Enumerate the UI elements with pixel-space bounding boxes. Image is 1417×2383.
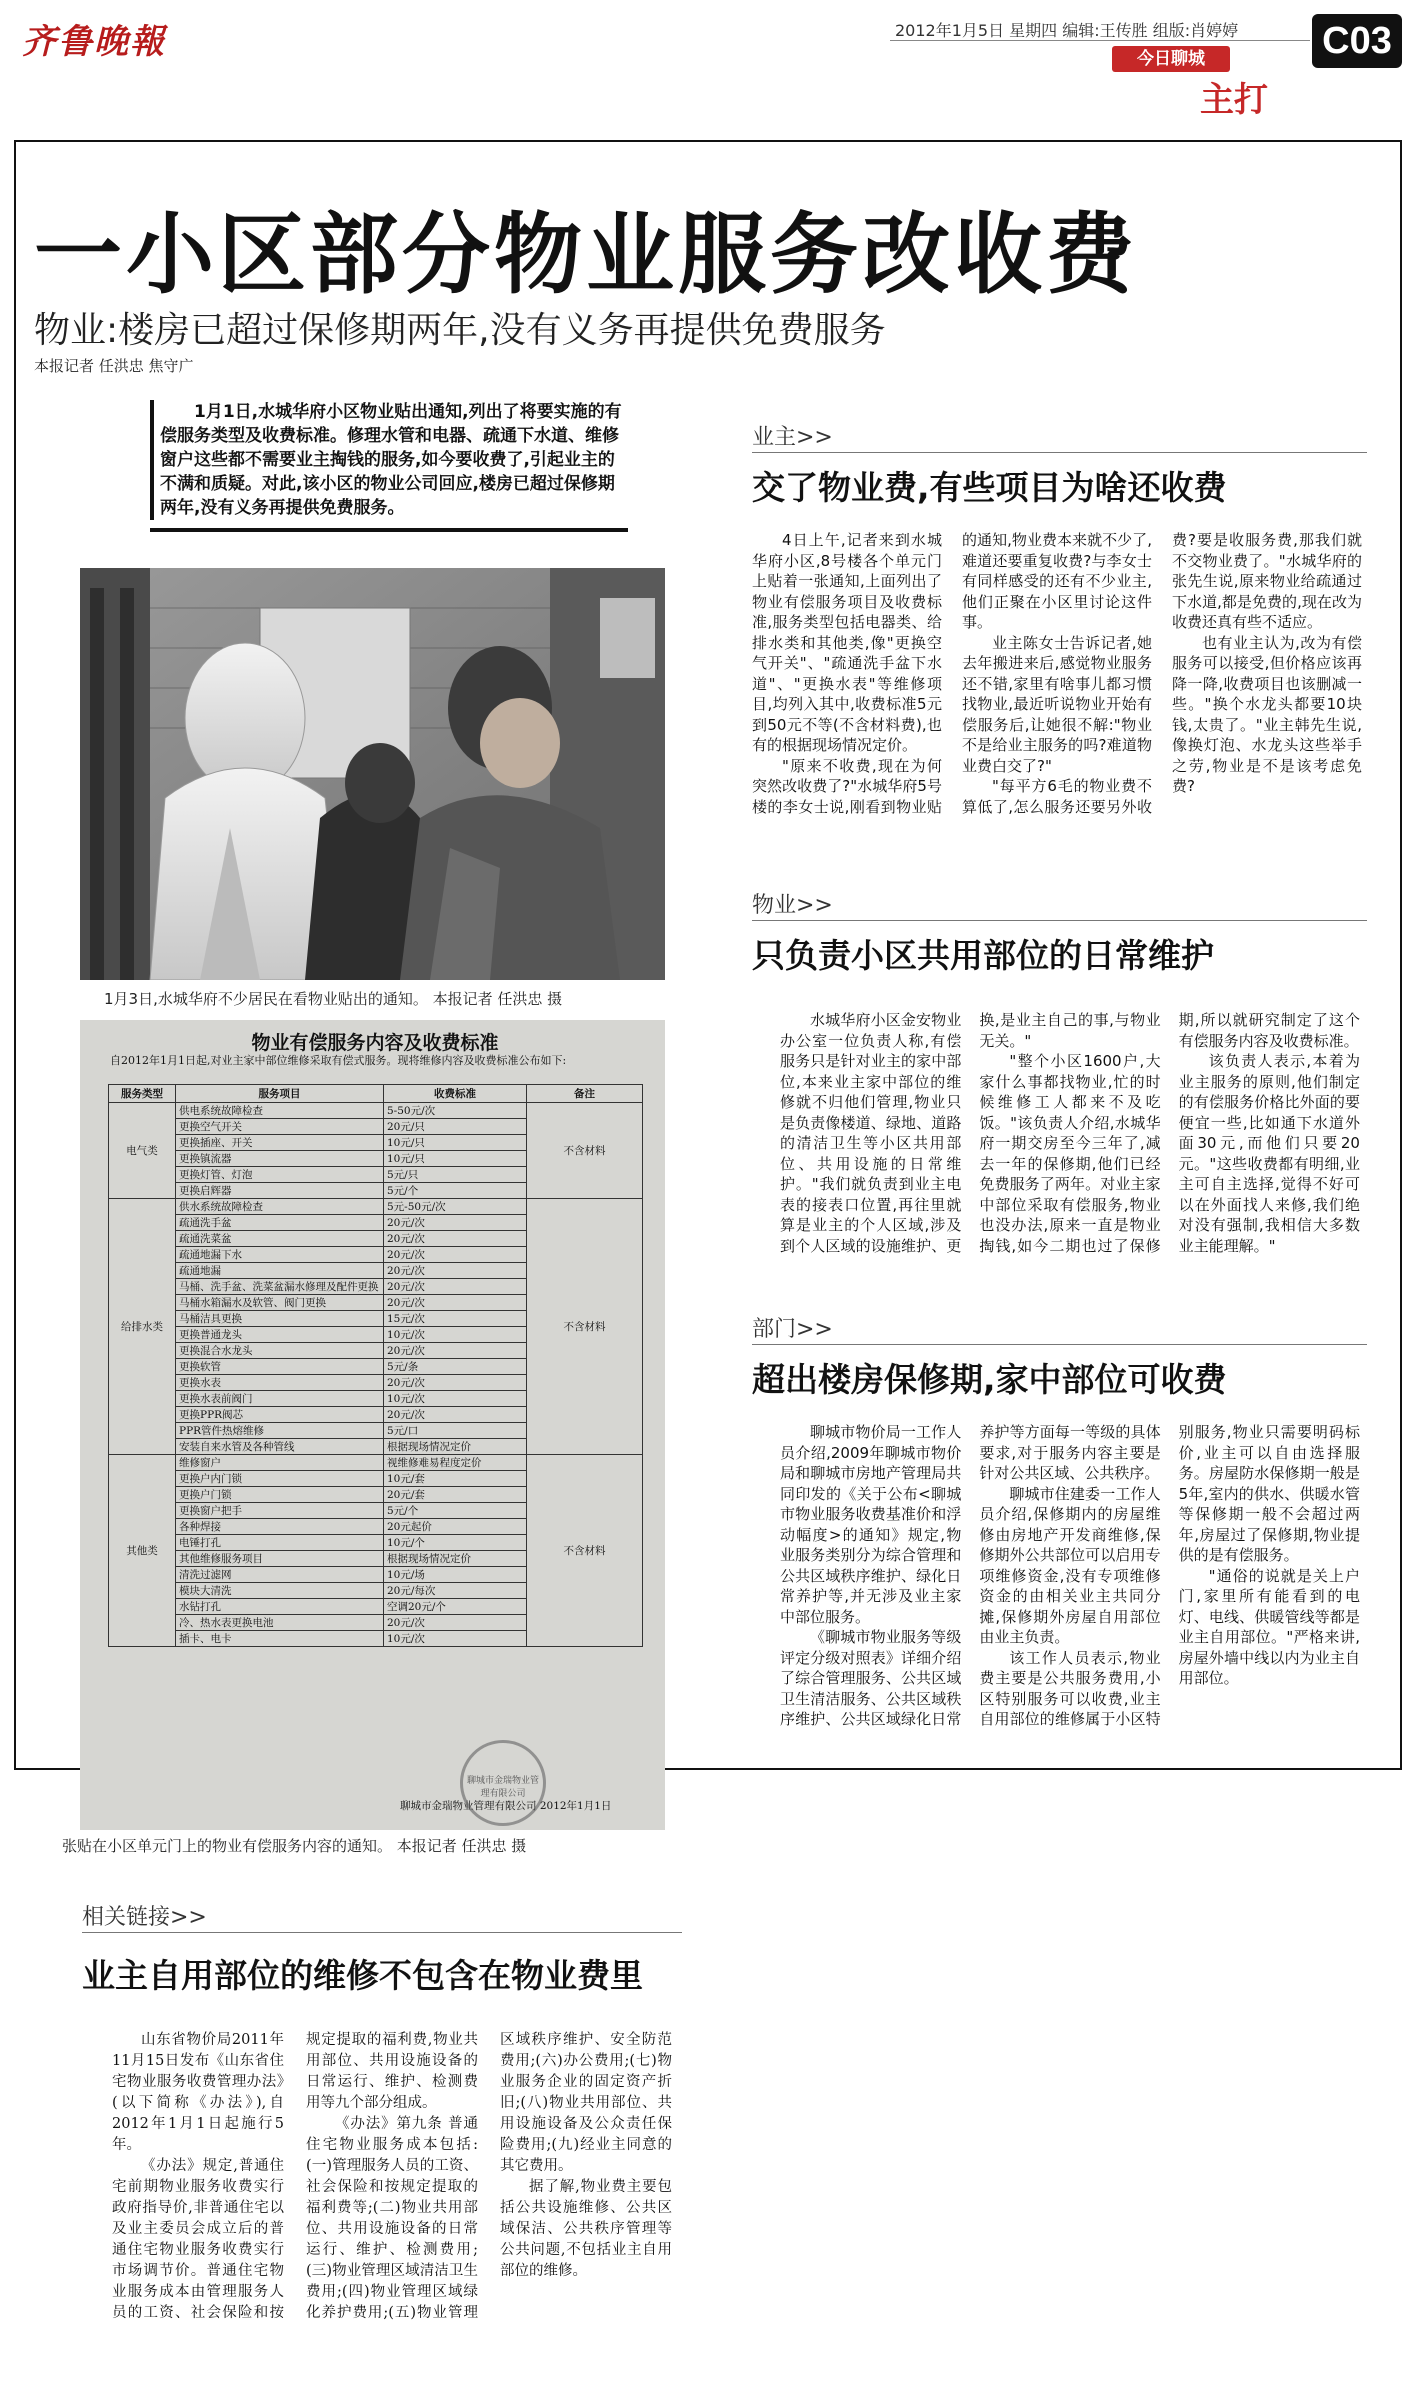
header-note: 备注 bbox=[527, 1085, 643, 1103]
section2-title: 只负责小区共用部位的日常维护 bbox=[752, 936, 1214, 975]
related-kicker: 相关链接>> bbox=[82, 1905, 207, 1930]
section2-paragraph: 水城华府小区金安物业办公室一位负责人称,有偿服务只是针对业主的家中部位,本来业主家中部位的维修就不归他们管理,物业只是负责像楼道、绿地、道路的清洁卫生等小区共用部位、共用设施的日常维护。"我们就负责到业主电表的接表口位置,再往里就算是业主的个人区域,涉及到个人区域的设施维护、更换,是业主自己的事,与物业无关。" bbox=[780, 1011, 1161, 1255]
notice-title: 物业有偿服务内容及收费标准 bbox=[251, 1032, 499, 1054]
section-label: 今日聊城 bbox=[1112, 46, 1230, 72]
fee-cell: 5元/只 bbox=[384, 1167, 527, 1183]
section3-paragraph: "通俗的说就是关上户门,家里所有能看到的电灯、电线、供暖管线等都是业主自用部位。"严格来讲,房屋外墙中线以内为业主自用部位。 bbox=[1178, 1566, 1360, 1687]
service-item-cell: 更换水表前阀门 bbox=[176, 1391, 384, 1407]
service-item-cell: 各种焊接 bbox=[176, 1519, 384, 1535]
header-type: 服务类型 bbox=[109, 1085, 176, 1103]
service-item-cell: 马桶水箱漏水及软管、阀门更换 bbox=[176, 1295, 384, 1311]
fee-cell: 15元/次 bbox=[384, 1311, 527, 1327]
fee-cell: 根据现场情况定价 bbox=[384, 1551, 527, 1567]
fee-cell: 20元/次 bbox=[384, 1231, 527, 1247]
section1-kicker: 业主>> bbox=[752, 425, 833, 450]
service-item-cell: 更换启辉器 bbox=[176, 1183, 384, 1199]
section1-paragraph: 也有业主认为,改为有偿服务可以接受,但价格应该再降一降,收费项目也该删减一些。"换个水龙头都要10块钱,太贵了。"业主韩先生说,像换灯泡、水龙头这些举手之劳,物业是不是该考虑免费? bbox=[1172, 633, 1362, 795]
service-type-cell: 其他类 bbox=[109, 1455, 176, 1647]
fee-cell: 5-50元/次 bbox=[384, 1103, 527, 1119]
service-item-cell: 插卡、电卡 bbox=[176, 1631, 384, 1647]
section1-paragraph: 业主陈女士告诉记者,她去年搬进来后,感觉物业服务还不错,家里有啥事儿都习惯找物业,最近听说物业开始有偿服务后,让她很不解:"物业不是给业主服务的吗?难道物业费白交了?" bbox=[962, 633, 1152, 775]
service-item-cell: 更换软管 bbox=[176, 1359, 384, 1375]
fee-cell: 20元起价 bbox=[384, 1519, 527, 1535]
note-cell: 不含材料 bbox=[527, 1199, 643, 1455]
fee-cell: 10元/套 bbox=[384, 1471, 527, 1487]
date-editor-line: 2012年1月5日 星期四 编辑:王传胜 组版:肖婷婷 bbox=[895, 21, 1239, 40]
fee-cell: 10元/次 bbox=[384, 1327, 527, 1343]
photo-residents-reading bbox=[80, 568, 665, 980]
section1-paragraph: "原来不收费,现在为何突然改收费了?"水城华府5号楼的李女士说,刚看到物业贴的通知,物业费本来就不少了,难道还要重复收费?与李女士有同样感受的还有不少业主,他们正聚在小区里讨论这件事。 bbox=[752, 531, 1152, 816]
section3-title: 超出楼房保修期,家中部位可收费 bbox=[752, 1360, 1227, 1399]
section2-paragraph: 该负责人表示,本着为业主服务的原则,他们制定的有偿服务价格比外面的要便宜一些,比如通下水道外面30元,而他们只要20元。"这些收费都有明细,业主可自主选择,觉得不好可以在外面找人来修,我们绝对没有强制,我相信大多数业主能理解。" bbox=[1178, 1052, 1360, 1255]
lead-paragraph: 1月1日,水城华府小区物业贴出通知,列出了将要实施的有偿服务类型及收费标准。修理水管和电器、疏通下水道、维修窗户这些都不需要业主掏钱的服务,如今要收费了,引起业主的不满和质疑。对此,该小区的物业公司回应,楼房已超过保修期两年,没有义务再提供免费服务。 bbox=[150, 400, 630, 520]
service-item-cell: 电锤打孔 bbox=[176, 1535, 384, 1551]
fee-cell: 20元/次 bbox=[384, 1247, 527, 1263]
byline: 本报记者 任洪忠 焦守广 bbox=[34, 357, 194, 375]
section2-kicker: 物业>> bbox=[752, 893, 833, 918]
page-number: C03 bbox=[1312, 14, 1402, 68]
section1-paragraph: 4日上午,记者来到水城华府小区,8号楼各个单元门上贴着一张通知,上面列出了物业有偿服务项目及收费标准,服务类型包括电器类、给排水类和其他类,像"更换空气开关"、"疏通洗手盆下水道"、"更换水表"等维修项目,均列入其中,收费标准5元到50元不等(不含材料费),也有的根据现场情况定价。 bbox=[752, 531, 942, 754]
service-item-cell: 更换窗户把手 bbox=[176, 1503, 384, 1519]
service-item-cell: 更换混合水龙头 bbox=[176, 1343, 384, 1359]
related-paragraph: 《办法》规定,普通住宅前期物业服务收费实行政府指导价,非普通住宅以及业主委员会成立后的普通住宅物业服务收费实行市场调节价。普通住宅物业服务成本由管理服务人员的工资、社会保险和按规定提取的福利费,物业共用部位、共用设施设备的日常运行、维护、检测费用等九个部分组成。 bbox=[112, 2032, 478, 2321]
table-row bbox=[109, 1199, 643, 1215]
company-seal-label: 聊城市金瑞物业管理有限公司 bbox=[466, 1776, 539, 1799]
service-item-cell: 更换PPR阀芯 bbox=[176, 1407, 384, 1423]
service-item-cell: 马桶洁具更换 bbox=[176, 1311, 384, 1327]
fee-cell: 10元/次 bbox=[384, 1631, 527, 1647]
service-type-cell: 给排水类 bbox=[109, 1199, 176, 1455]
section3-paragraph: 聊城市物价局一工作人员介绍,2009年聊城市物价局和聊城市房地产管理局共同印发的《关于公布<聊城市物业服务收费基准价和浮动幅度>的通知》规定,物业服务类别分为综合管理和公共区域秩序维护、绿化日常养护等,并无涉及业主家中部位服务。 bbox=[780, 1423, 962, 1626]
service-item-cell: 更换户内门锁 bbox=[176, 1471, 384, 1487]
section3-paragraph: 该工作人员表示,物业费主要是公共服务费用,小区特别服务可以收费,业主自用部位的维修属于小区特别服务,物业只需要明码标价,业主可以自由选择服务。房屋防水保修期一般是5年,室内的供水、供暖水管等保修期一般不会超过两年,房屋过了保修期,物业提供的是有偿服务。 bbox=[979, 1423, 1360, 1728]
fee-cell: 20元/套 bbox=[384, 1487, 527, 1503]
residents-photo-illustration bbox=[80, 568, 665, 980]
related-paragraph: 据了解,物业费主要包括公共设施维修、公共区域保洁、公共秩序管理等公共问题,不包括业主自用部位的维修。 bbox=[500, 2179, 672, 2279]
service-type-cell: 电气类 bbox=[109, 1103, 176, 1199]
service-item-cell: 供水系统故障检查 bbox=[176, 1199, 384, 1215]
related-rule bbox=[82, 1932, 682, 1933]
section2-paragraph: "整个小区1600户,大家什么事都找物业,忙的时候维修工人都来不及吃饭。"该负责人介绍,水城华府一期交房至今三年了,减去一年的保修期,他们已经免费服务了两年。对业主家中部位采取有偿服务,物业也没办法,原来一直是物业掏钱,如今二期也过了保修期,所以就研究制定了这个有偿服务内容及收费标准。 bbox=[979, 1011, 1360, 1255]
lead-rule bbox=[150, 528, 628, 532]
service-item-cell: 疏通洗手盆 bbox=[176, 1215, 384, 1231]
service-item-cell: PPR管件热熔维修 bbox=[176, 1423, 384, 1439]
notice-paper bbox=[80, 1020, 665, 1830]
fee-cell: 20元/每次 bbox=[384, 1583, 527, 1599]
fee-cell: 5元/口 bbox=[384, 1423, 527, 1439]
header-item: 服务项目 bbox=[176, 1085, 384, 1103]
section1-rule bbox=[752, 452, 1367, 453]
headline: 一小区部分物业服务改收费 bbox=[34, 203, 1139, 306]
fee-cell: 20元/只 bbox=[384, 1119, 527, 1135]
section-kind: 主打 bbox=[1200, 80, 1268, 120]
fee-cell: 视维修难易程度定价 bbox=[384, 1455, 527, 1471]
fee-cell: 10元/场 bbox=[384, 1567, 527, 1583]
service-item-cell: 其他维修服务项目 bbox=[176, 1551, 384, 1567]
service-item-cell: 维修窗户 bbox=[176, 1455, 384, 1471]
photo2-caption: 张贴在小区单元门上的物业有偿服务内容的通知。 本报记者 任洪忠 摄 bbox=[62, 1837, 527, 1855]
notice-intro: 自2012年1月1日起,对业主家中部位维修采取有偿式服务。现将维修内容及收费标准公布如下: bbox=[110, 1054, 567, 1067]
service-item-cell: 安装自来水管及各种管线 bbox=[176, 1439, 384, 1455]
fee-cell: 10元/只 bbox=[384, 1135, 527, 1151]
fee-cell: 5元/个 bbox=[384, 1503, 527, 1519]
service-item-cell: 更换水表 bbox=[176, 1375, 384, 1391]
service-item-cell: 疏通地漏下水 bbox=[176, 1247, 384, 1263]
service-item-cell: 更换灯管、灯泡 bbox=[176, 1167, 384, 1183]
section1-paragraph: "每平方6毛的物业费不算低了,怎么服务还要另外收费?要是收服务费,那我们就不交物业费了。"水城华府的张先生说,原来物业给疏通过下水道,都是免费的,现在改为收费还真有些不适应。 bbox=[962, 531, 1362, 816]
table-row bbox=[109, 1103, 643, 1119]
newspaper-logo: 齐鲁晚報 bbox=[22, 22, 166, 62]
section3-body bbox=[780, 1422, 1360, 1752]
service-item-cell: 更换户门锁 bbox=[176, 1487, 384, 1503]
note-cell: 不含材料 bbox=[527, 1103, 643, 1199]
fee-cell: 20元/次 bbox=[384, 1375, 527, 1391]
fee-cell: 10元/个 bbox=[384, 1535, 527, 1551]
fee-cell: 根据现场情况定价 bbox=[384, 1439, 527, 1455]
fee-cell: 20元/次 bbox=[384, 1295, 527, 1311]
service-item-cell: 供电系统故障检查 bbox=[176, 1103, 384, 1119]
related-body bbox=[112, 2030, 672, 2350]
fee-cell: 20元/次 bbox=[384, 1615, 527, 1631]
subheadline: 物业:楼房已超过保修期两年,没有义务再提供免费服务 bbox=[34, 310, 886, 351]
fee-cell: 10元/只 bbox=[384, 1151, 527, 1167]
related-title: 业主自用部位的维修不包含在物业费里 bbox=[82, 1956, 643, 1995]
section2-body bbox=[780, 1010, 1360, 1290]
related-paragraph: 山东省物价局2011年11月15日发布《山东省住宅物业服务收费管理办法》(以下简称《办法》),自2012年1月1日起施行5年。 bbox=[112, 2032, 284, 2153]
section2-rule bbox=[752, 920, 1367, 921]
photo-notice-sheet bbox=[80, 1020, 665, 1830]
notice-footer: 聊城市金瑞物业管理有限公司 2012年1月1日 bbox=[400, 1800, 612, 1812]
service-item-cell: 模块大清洗 bbox=[176, 1583, 384, 1599]
fee-cell: 10元/次 bbox=[384, 1391, 527, 1407]
section3-paragraph: 聊城市住建委一工作人员介绍,保修期内的房屋维修由房地产开发商维修,保修期外公共部位可以启用专项维修资金,没有专项维修资金的由相关业主共同分摊,保修期外房屋自用部位由业主负责。 bbox=[979, 1484, 1161, 1646]
service-item-cell: 更换普通龙头 bbox=[176, 1327, 384, 1343]
fee-cell: 空调20元/个 bbox=[384, 1599, 527, 1615]
section1-body bbox=[752, 530, 1362, 860]
table-row bbox=[109, 1455, 643, 1471]
header-rule bbox=[890, 40, 1310, 41]
fee-cell: 5元/条 bbox=[384, 1359, 527, 1375]
fee-cell: 20元/次 bbox=[384, 1343, 527, 1359]
photo1-caption: 1月3日,水城华府不少居民在看物业贴出的通知。 本报记者 任洪忠 摄 bbox=[104, 990, 563, 1008]
fee-cell: 20元/次 bbox=[384, 1279, 527, 1295]
service-item-cell: 更换空气开关 bbox=[176, 1119, 384, 1135]
fee-cell: 20元/次 bbox=[384, 1263, 527, 1279]
fee-cell: 5元/个 bbox=[384, 1183, 527, 1199]
notice-fee-table bbox=[108, 1084, 643, 1647]
service-item-cell: 疏通地漏 bbox=[176, 1263, 384, 1279]
header-fee: 收费标准 bbox=[384, 1085, 527, 1103]
service-item-cell: 更换插座、开关 bbox=[176, 1135, 384, 1151]
fee-cell: 20元/次 bbox=[384, 1407, 527, 1423]
section3-rule bbox=[752, 1344, 1367, 1345]
service-item-cell: 疏通洗菜盆 bbox=[176, 1231, 384, 1247]
section3-paragraph: 《聊城市物业服务等级评定分级对照表》详细介绍了综合管理服务、公共区域卫生清洁服务、公共区域秩序维护、公共区域绿化日常养护等方面每一等级的具体要求,对于服务内容主要是针对公共区域、公共秩序。 bbox=[780, 1423, 1161, 1728]
company-seal bbox=[460, 1740, 546, 1826]
fee-cell: 20元/次 bbox=[384, 1215, 527, 1231]
service-item-cell: 冷、热水表更换电池 bbox=[176, 1615, 384, 1631]
fee-cell: 5元-50元/次 bbox=[384, 1199, 527, 1215]
related-paragraph: 《办法》第九条 普通住宅物业服务成本包括:(一)管理服务人员的工资、社会保险和按规定提取的福利费等;(二)物业共用部位、共用设施设备的日常运行、维护、检测费用;(三)物业管理区域清洁卫生费用;(四)物业管理区域绿化养护费用;(五)物业管理区域秩序维护、安全防范费用;(六)办公费用;(七)物业服务企业的固定资产折旧;(八)物业共用部位、共用设施设备及公众责任保险费用;(九)经业主同意的其它费用。 bbox=[306, 2032, 672, 2321]
service-item-cell: 更换镇流器 bbox=[176, 1151, 384, 1167]
service-item-cell: 水钻打孔 bbox=[176, 1599, 384, 1615]
note-cell: 不含材料 bbox=[527, 1455, 643, 1647]
section3-kicker: 部门>> bbox=[752, 1317, 833, 1342]
service-item-cell: 马桶、洗手盆、洗菜盆漏水修理及配件更换 bbox=[176, 1279, 384, 1295]
service-item-cell: 清洗过滤网 bbox=[176, 1567, 384, 1583]
section1-title: 交了物业费,有些项目为啥还收费 bbox=[752, 468, 1227, 507]
